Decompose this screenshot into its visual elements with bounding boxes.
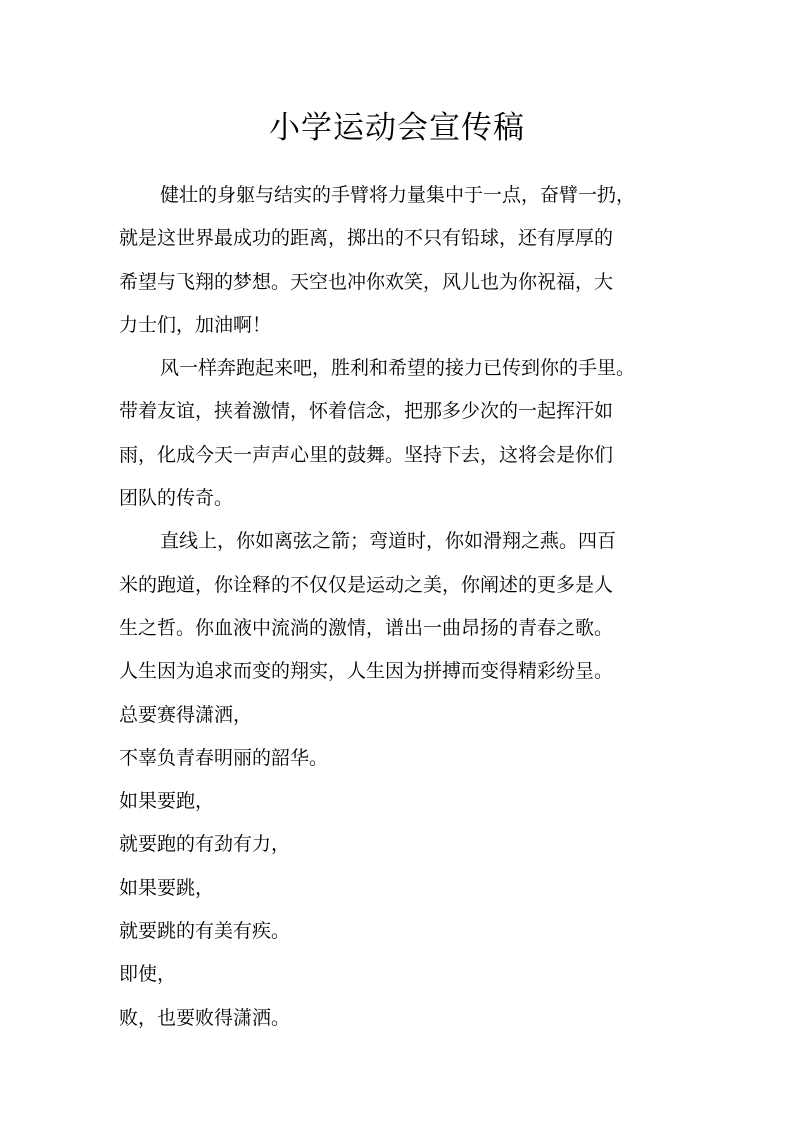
text-line: 直线上，你如离弦之箭；弯道时，你如滑翔之燕。四百 [160, 530, 617, 553]
text-line: 力士们，加油啊！ [119, 313, 272, 336]
text-line: 健壮的身躯与结实的手臂将力量集中于一点，奋臂一扔， [160, 184, 636, 206]
paragraph [119, 347, 685, 520]
text-line: 米的跑道，你诠释的不仅仅是运动之美，你阐述的更多是人 [119, 573, 614, 596]
document-body [119, 174, 685, 1040]
verse-line: 败，也要败得潇洒。 [119, 1006, 291, 1029]
verse-line: 就要跑的有劲有力， [119, 833, 291, 856]
paragraph [119, 520, 685, 693]
verse-line: 就要跳的有美有疾。 [119, 920, 291, 943]
text-line: 希望与飞翔的梦想。天空也冲你欢笑，风儿也为你祝福，大 [119, 270, 614, 293]
text-line: 生之哲。你血液中流淌的激情，谱出一曲昂扬的青春之歌。 [119, 616, 614, 639]
paragraph [119, 174, 685, 347]
verse-line: 如果要跳， [119, 876, 215, 899]
verse [119, 694, 685, 1040]
text-line: 风一样奔跑起来吧，胜利和希望的接力已传到你的手里。 [160, 357, 636, 380]
verse-line: 如果要跑， [119, 790, 215, 813]
verse-line: 不辜负青春明丽的韶华。 [119, 746, 329, 769]
text-line: 带着友谊，挟着激情，怀着信念，把那多少次的一起挥汗如 [119, 400, 614, 423]
text-line: 人生因为追求而变的翔实，人生因为拼搏而变得精彩纷呈。 [119, 660, 614, 683]
text-line: 团队的传奇。 [119, 487, 234, 510]
verse-line: 即使， [119, 963, 177, 986]
text-line: 雨，化成今天一声声心里的鼓舞。坚持下去，这将会是你们 [119, 443, 614, 466]
text-line: 就是这世界最成功的距离，掷出的不只有铅球，还有厚厚的 [119, 227, 614, 250]
verse-line: 总要赛得潇洒， [119, 703, 253, 726]
document-title: 小学运动会宣传稿 [269, 110, 525, 146]
